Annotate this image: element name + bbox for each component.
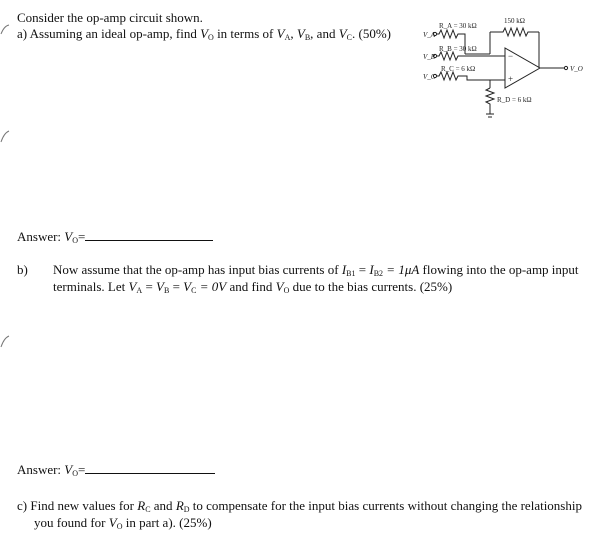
answer-b-line: Answer: $V_O=$ — [17, 462, 215, 478]
vo-terminal-label: V_O — [570, 65, 583, 73]
va-terminal-label: V_A — [423, 31, 436, 39]
answer-b-blank[interactable] — [85, 472, 215, 474]
intro-text: Consider the op-amp circuit shown. — [17, 10, 203, 25]
margin-mark-3 — [0, 335, 10, 349]
symbol-i-b1: $I_{B1}$ — [341, 262, 356, 278]
part-a-text-3: and — [316, 26, 336, 41]
feedback-resistor-label: 150 kΩ — [504, 17, 525, 25]
part-c-line-1: c) Find new values for $R_C$ and $R_D$ to compensate for the input bias currents without changing the relationship — [17, 498, 582, 514]
resistor-rc — [435, 72, 505, 80]
resistor-rd — [486, 88, 494, 114]
inverting-input-sign: − — [508, 51, 514, 61]
rb-label: R_B = 30 kΩ — [439, 45, 477, 53]
part-b-line-1: Now assume that the op-amp has input bias currents of $I_{B1} = I_{B2} = 1\mu A$ flowing into the op-amp input — [53, 262, 579, 278]
zero-voltage-value: = 0V — [199, 279, 227, 294]
symbol-r-d: $R_D$ — [175, 498, 190, 514]
symbol-r-c: $R_C$ — [137, 498, 151, 514]
answer-a-blank[interactable] — [85, 239, 213, 241]
vb-terminal-label: V_B — [423, 53, 436, 61]
answer-b-label: Answer: — [17, 462, 62, 477]
feedback-resistor — [490, 28, 539, 36]
part-c-line-2: you found for $V_O$ in part a). (25%) — [34, 515, 212, 531]
symbol-v-b: $V_B$ — [296, 26, 311, 42]
answer-a-symbol: $V_O$ — [64, 229, 79, 245]
bias-current-value: = 1μA — [386, 262, 420, 277]
margin-mark-1 — [0, 24, 10, 36]
ra-label: R_A = 30 kΩ — [439, 22, 477, 30]
part-a-question: a) Assuming an ideal op-amp, find $V_O$ in terms of $V_A$, $V_B$, and $V_C$. (50%) — [17, 26, 391, 42]
answer-b-symbol: $V_O$ — [64, 462, 79, 478]
part-a-label: a) — [17, 26, 28, 41]
part-a-text-2: in terms of — [217, 26, 274, 41]
symbol-v-a: $V_A$ — [276, 26, 291, 42]
part-b-line-2: terminals. Let $V_A = V_B = V_C = 0V$ and find $V_O$ due to the bias currents. (25%) — [53, 279, 453, 295]
resistor-rb — [435, 52, 463, 60]
symbol-i-b2: $I_{B2}$ — [369, 262, 384, 278]
margin-mark-2 — [0, 130, 10, 144]
part-c-label: c) — [17, 498, 28, 513]
rc-label: R_C = 6 kΩ — [441, 65, 476, 73]
part-a-weight: . (50%) — [352, 26, 391, 41]
answer-a-line: Answer: $V_O=$ — [17, 229, 213, 245]
op-amp-circuit-diagram — [415, 10, 595, 128]
answer-a-label: Answer: — [17, 229, 62, 244]
part-a-text-1: Assuming an ideal op-amp, find — [29, 26, 197, 41]
vc-terminal-label: V_C — [423, 73, 436, 81]
part-b-label: b) — [17, 262, 28, 277]
symbol-v-o: $V_O$ — [200, 26, 214, 42]
symbol-v-c: $V_C$ — [338, 26, 352, 42]
noninverting-input-sign: + — [508, 74, 514, 84]
rd-label: R_D = 6 kΩ — [497, 96, 532, 104]
